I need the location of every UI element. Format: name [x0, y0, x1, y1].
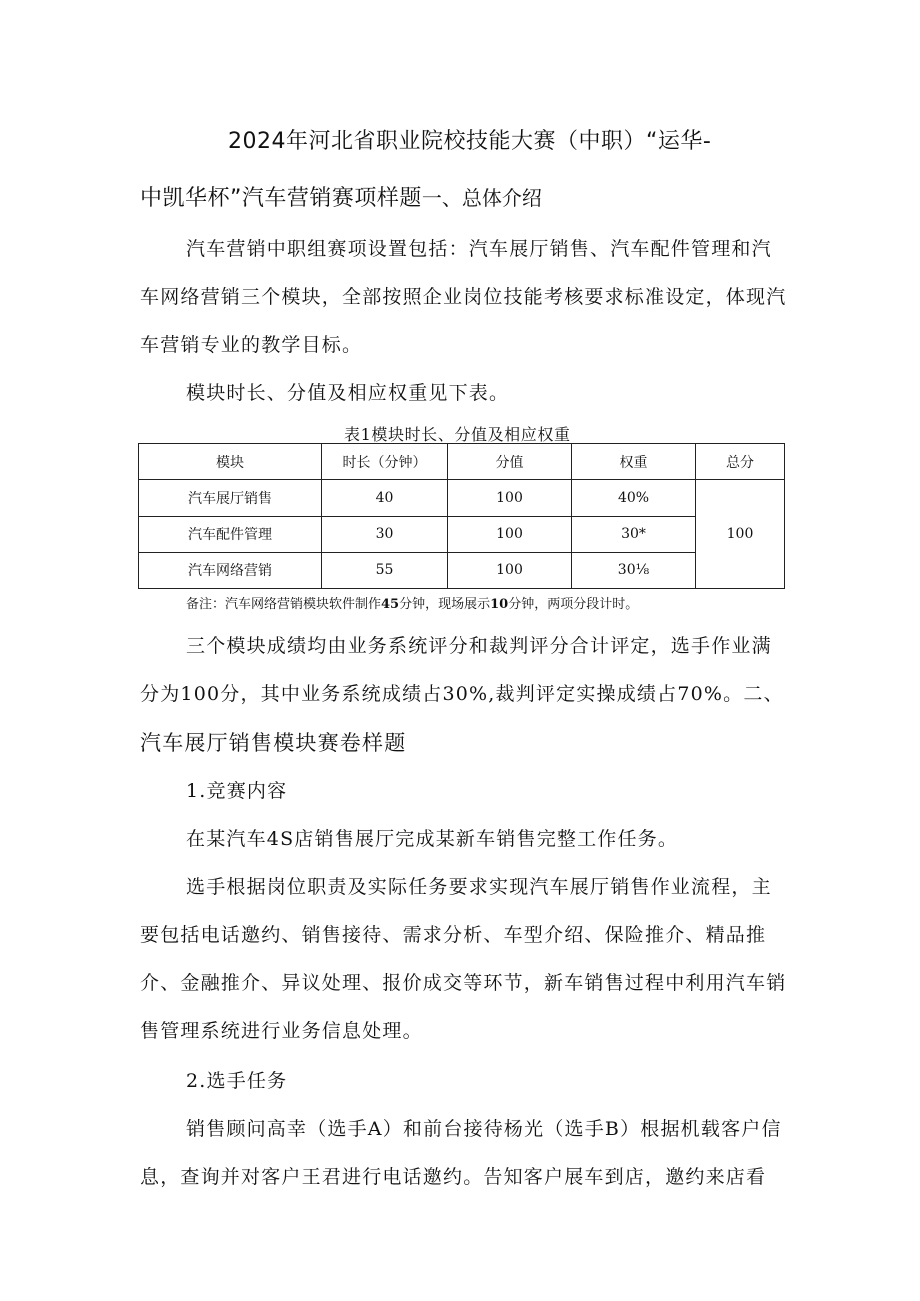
table-header-cell: 权重	[572, 444, 696, 480]
table-cell-weight: 30⅛	[572, 552, 696, 588]
table-cell-weight: 30*	[572, 516, 696, 552]
contestant-task-paragraph-line: 息，查询并对客户王君进行电话邀约。告知客户展车到店，邀约来店看	[140, 1166, 767, 1188]
table-cell-score: 100	[448, 552, 572, 588]
table-note-text: 备注：汽车网络营销模块软件制作	[186, 597, 382, 612]
section-heading-showroom-sales: 汽车展厅销售模块赛卷样题	[140, 731, 407, 755]
table-cell-duration: 30	[322, 516, 448, 552]
table-header-cell: 模块	[139, 444, 322, 480]
table-header-row	[139, 444, 785, 480]
contest-content-paragraph: 在某汽车4S店销售展厅完成某新车销售完整工作任务。	[186, 828, 679, 850]
table-row	[139, 480, 785, 516]
table-cell-duration: 40	[322, 480, 448, 516]
section-heading-overview: 一、总体介绍	[421, 186, 542, 210]
intro-paragraph-line: 汽车营销中职组赛项设置包括：汽车展厅销售、汽车配件管理和汽	[186, 238, 772, 260]
table-cell-total: 100	[696, 480, 785, 589]
table-header-cell: 总分	[696, 444, 785, 480]
intro-paragraph-table-ref: 模块时长、分值及相应权重见下表。	[186, 382, 510, 404]
table-cell-weight: 40%	[572, 480, 696, 516]
table-cell-module: 汽车网络营销	[139, 552, 322, 588]
table-cell-module: 汽车展厅销售	[139, 480, 322, 516]
subsection-heading-contest-content: 1.竞赛内容	[186, 780, 288, 802]
contest-content-paragraph-line: 介、金融推介、异议处理、报价成交等环节，新车销售过程中利用汽车销	[140, 972, 787, 994]
document-title-line1: 2024年河北省职业院校技能大赛（中职）“运华-	[228, 129, 712, 154]
table-note-number: 10	[490, 597, 509, 612]
subsection-heading-contestant-task: 2.选手任务	[186, 1070, 288, 1092]
document-title-line2-main: 中凯华杯”汽车营销赛项样题	[140, 186, 422, 211]
intro-paragraph-line: 车营销专业的教学目标。	[140, 334, 363, 356]
table-cell-score: 100	[448, 480, 572, 516]
scoring-paragraph-line: 三个模块成绩均由业务系统评分和裁判评分合计评定，选手作业满	[186, 635, 772, 657]
table-row	[139, 516, 785, 552]
table-note	[186, 593, 638, 612]
table-row	[139, 552, 785, 588]
table-note-number: 45	[381, 597, 400, 612]
contestant-task-paragraph-line: 销售顾问高幸（选手A）和前台接待杨光（选手B）根据机载客户信	[186, 1118, 782, 1140]
document-title-line2	[140, 181, 542, 212]
contest-content-paragraph-line: 选手根据岗位职责及实际任务要求实现汽车展厅销售作业流程，主	[186, 876, 772, 898]
table-note-text: 分钟，现场展示	[399, 597, 491, 612]
table-header-cell: 时长（分钟）	[322, 444, 448, 480]
intro-paragraph-line: 车网络营销三个模块，全部按照企业岗位技能考核要求标准设定，体现汽	[140, 286, 787, 308]
table-header-cell: 分值	[448, 444, 572, 480]
scoring-paragraph-line: 分为100分，其中业务系统成绩占30%,裁判评定实操成绩占70%。二、	[140, 683, 784, 705]
table-cell-module: 汽车配件管理	[139, 516, 322, 552]
module-weight-table	[138, 443, 785, 589]
table-note-text: 分钟，两项分段计时。	[508, 597, 639, 612]
contest-content-paragraph-line: 要包括电话邀约、销售接待、需求分析、车型介绍、保险推介、精品推	[140, 924, 767, 946]
table-cell-score: 100	[448, 516, 572, 552]
contest-content-paragraph-line: 售管理系统进行业务信息处理。	[140, 1020, 423, 1042]
table-caption: 表1模块时长、分值及相应权重	[344, 425, 571, 444]
table-cell-duration: 55	[322, 552, 448, 588]
